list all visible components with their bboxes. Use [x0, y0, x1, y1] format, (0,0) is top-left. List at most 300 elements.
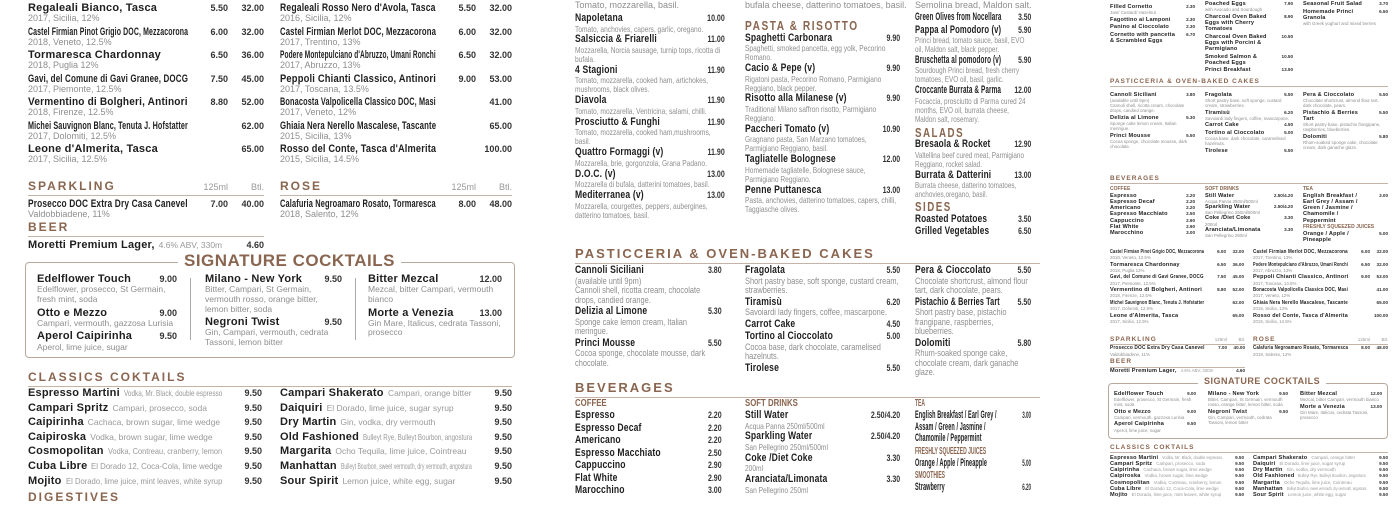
- item-name: Bitter Mezcal: [368, 273, 439, 285]
- red-wine-list: [280, 2, 512, 167]
- item-price-price: 13.00: [707, 168, 725, 179]
- item-inline-description: Vodka, brown sugar, lime wedge: [1144, 473, 1208, 479]
- menu-item: [575, 65, 725, 94]
- menu-item-row: [280, 120, 512, 132]
- item-name: Sour Spirit: [280, 474, 339, 487]
- item-description: Bitter, Campari, St Germain, vermouth rosso, orange bitter, lemon bitter, soda: [205, 284, 318, 314]
- item-price-price: 9.50: [159, 331, 177, 342]
- menu-item: [1205, 54, 1293, 66]
- white-wine-list: [28, 2, 264, 167]
- item-name: Roasted Potatoes: [915, 212, 988, 225]
- menu-item: [28, 96, 264, 118]
- item-name: Margarita: [280, 445, 332, 458]
- rose-title: ROSE: [280, 179, 323, 193]
- breakfast-col-3: [1303, 1, 1388, 27]
- item-price-glass: 6.00: [1217, 249, 1226, 254]
- item-price-price: 11.90: [707, 116, 725, 127]
- menu-item: [915, 25, 1031, 54]
- item-name: Caipirinha: [1110, 467, 1140, 474]
- item-description: Princi bread, tomato sauce, basil, EVO oil, Maldon salt, black pepper.: [915, 35, 1025, 55]
- item-price-glass: 6.50: [1217, 261, 1226, 267]
- menu-item-row: [915, 297, 1031, 309]
- item-sub: 2017, Dolomiti, 12.5%: [28, 130, 117, 141]
- menu-item-row: [1303, 231, 1388, 243]
- item-price-price: 9.50: [494, 388, 512, 398]
- menu-item-row: [1110, 492, 1244, 498]
- classics-right-list: [280, 387, 512, 489]
- item-price-price: 3.50: [1018, 213, 1032, 224]
- item-sub: Valdobbiadene, 11%: [28, 208, 110, 219]
- item-name: Ghiaia Nera Nerello Mascalese, Tascante: [280, 119, 437, 132]
- classics-heading: CLASSICS COKTAILS: [28, 371, 512, 387]
- menu-item-row: [745, 63, 900, 75]
- menu-item: [915, 55, 1031, 84]
- item-price-price: 12.00: [479, 274, 502, 284]
- menu-item: [915, 139, 1031, 168]
- item-inline-description: Vodka, Mr. Black, double espresso: [123, 388, 223, 398]
- item-description: Burrata cheese, datterino tomatoes, anchovies,oregano, basil.: [915, 180, 1017, 200]
- menu-item: [745, 124, 900, 153]
- menu-item-row: [1110, 24, 1195, 30]
- menu-item: [280, 460, 512, 472]
- item-price-btl: 52.00: [241, 97, 264, 108]
- item-price-price: 9.50: [1235, 461, 1244, 467]
- item-name: Calafuria Negroamaro Rosato, Tormaresca: [280, 197, 436, 210]
- item-price-price: 5.50: [1379, 92, 1388, 97]
- item-name: Aranciata/Limonata: [1205, 226, 1261, 233]
- menu-item: [1303, 92, 1388, 108]
- item-description: Bitter, Campari, St Germain, vermouth rosso, orange bitter, lemon bitter, soda: [1208, 397, 1283, 408]
- menu-item: [1303, 1, 1388, 7]
- sparkling-heading: [28, 180, 264, 196]
- menu-item: [1110, 230, 1195, 236]
- item-name: Dolomiti: [915, 336, 951, 349]
- menu-item: [1253, 345, 1388, 356]
- item-price-price: 2.30: [1186, 24, 1195, 30]
- item-price-price: 3.80: [707, 265, 722, 275]
- item-price-price: 13.00: [1014, 169, 1032, 180]
- item-description: Gin, Campari, vermouth, cedrata Tassoni, lemon bitter: [1208, 414, 1272, 425]
- menu-item: [745, 474, 900, 494]
- item-inline-description: El Dorado, lime juice, mint leaves, white syrup: [65, 475, 222, 486]
- item-inline-description: Vodka, brown sugar, lime wedge: [90, 431, 213, 442]
- menu-item-row: [280, 26, 512, 38]
- item-price-btl: 62.00: [241, 120, 264, 131]
- menu-item: [1110, 17, 1195, 23]
- item-price-price: 3.00: [707, 485, 722, 496]
- item-price-glass: 5.50: [458, 3, 476, 13]
- item-sub: 2018, Salento, 12%: [1253, 351, 1292, 357]
- mini-soft: [1205, 186, 1293, 238]
- item-name: Bonacosta Valpolicella Classico DOC, Masi: [1253, 287, 1348, 294]
- menu-item-row: [1303, 193, 1388, 224]
- menu-item: [745, 63, 900, 92]
- menu-item: [1114, 421, 1196, 432]
- item-price-price: 7.90: [1284, 1, 1293, 6]
- item-description: San Pellegrino 250ml: [745, 484, 809, 495]
- pizza-list: [575, 13, 725, 219]
- rose-section: [280, 180, 512, 221]
- mini-pasticceria-col-3: [1303, 92, 1388, 151]
- item-price-price: 6.50: [1379, 8, 1388, 14]
- item-price-price: 9.50: [244, 446, 262, 457]
- menu-item: [1110, 249, 1244, 260]
- item-name: Tiramisù: [1205, 109, 1230, 116]
- menu-item-row: [915, 12, 1031, 24]
- menu-item-row: [28, 416, 262, 428]
- item-inline-description: El Dorado, lime juice, sugar syrup: [1279, 461, 1346, 467]
- item-name: Aranciata/Limonata: [745, 473, 828, 486]
- item-description: Gragnano pasta, San Marzano tomatoes, Parmigiano Reggiano, basil.: [745, 134, 867, 154]
- item-name: Negroni Twist: [1208, 408, 1248, 415]
- menu-item-row: [280, 73, 512, 85]
- item-price-price: 12.00: [1014, 85, 1032, 96]
- menu-item-row: [28, 402, 262, 414]
- item-price-glass: 6.50: [210, 50, 228, 61]
- item-description: Chocolate shortcrust, almond flour tart, dark chocolate, pears.: [915, 275, 1028, 297]
- glass-label: 125ml: [451, 182, 476, 192]
- item-price-price: 5.50: [1186, 132, 1195, 138]
- item-sub: 2016, Sicilia, 12%: [280, 13, 352, 24]
- item-price-price: 11.00: [707, 34, 725, 45]
- item-price-price: 13.00: [1370, 403, 1382, 409]
- menu-item: [1110, 92, 1195, 113]
- item-name: Carrot Cake: [745, 317, 796, 330]
- item-inline-description: Bulleyt Bourbon, sweet vermouth, dry vermouth, angostura: [1286, 485, 1367, 491]
- item-name: Cuba Libre: [28, 459, 88, 472]
- item-name: Cosmopolitan: [28, 445, 104, 458]
- item-price-price: 9.50: [1235, 473, 1244, 479]
- item-name: Castel Firmian Pinot Grigio DOC, Mezzacorona: [1110, 249, 1205, 255]
- item-price-price: 2.20: [707, 435, 722, 446]
- item-name: Regaleali Bianco, Tasca: [28, 2, 158, 14]
- beer-list: [28, 239, 264, 251]
- menu-item: [1300, 391, 1382, 402]
- item-price-price: 2.50/4.20: [1273, 204, 1293, 210]
- menu-item: [1253, 313, 1388, 324]
- mini-juices-heading: FRESHLY SQUEEZED JUICES: [1303, 223, 1375, 230]
- item-name: D.O.C. (v): [575, 167, 616, 180]
- item-name: Tortino al Cioccolato: [1205, 130, 1265, 137]
- bottle-label: Btl.: [498, 182, 512, 192]
- mini-coffee: [1110, 186, 1195, 236]
- menu-item: [280, 73, 512, 95]
- item-price-glass: 7.50: [1217, 274, 1226, 280]
- item-sub: 2017, Veneto, 12%: [1253, 293, 1291, 299]
- item-price-price: 5.90: [1018, 24, 1032, 35]
- menu-item: [1205, 215, 1293, 226]
- item-price-btl: 32.00: [1376, 249, 1388, 254]
- item-price-price: 13.00: [707, 190, 725, 201]
- item-name: Still Water: [1205, 193, 1235, 199]
- item-price-btl: 32.00: [489, 3, 512, 13]
- starters-top-desc: Semolina bread, Maldon salt.: [915, 0, 1032, 10]
- item-name: Daiquiri: [1253, 461, 1276, 468]
- item-price-price: 9.50: [1379, 467, 1388, 473]
- item-price-price: 12.90: [1014, 139, 1032, 150]
- item-price-price: 13.50: [1281, 67, 1293, 73]
- item-price-price: 4.50: [886, 318, 901, 329]
- item-price-price: 3.00: [1022, 410, 1031, 420]
- item-name: Espresso Macchiato: [1110, 211, 1168, 218]
- menu-item-row: [1110, 32, 1195, 44]
- item-note: (available until 9pm): [1110, 98, 1150, 104]
- pasticceria-col-2: [745, 265, 900, 375]
- item-price-price: 9.50: [494, 446, 512, 457]
- menu-item-row: [28, 460, 262, 472]
- menu-item-row: [28, 239, 264, 251]
- item-inline-description: Cachaca, brown sugar, lime wedge: [87, 417, 221, 428]
- menu-item: [915, 214, 1031, 226]
- item-name: Rosso del Conte, Tasca d'Almerita: [280, 143, 437, 156]
- item-name: Green Olives from Nocellara: [915, 11, 1002, 23]
- item-name: Negroni Twist: [205, 316, 280, 329]
- item-price-price: 3.30: [886, 474, 901, 485]
- mini-soft-heading: SOFT DRINKS: [1205, 186, 1239, 192]
- item-price-price: 9.50: [1379, 473, 1388, 479]
- menu-item: [1205, 34, 1293, 52]
- item-price-price: 3.70: [1379, 1, 1388, 6]
- menu-item: [1110, 4, 1195, 15]
- item-name: Cannoli Siciliani: [1110, 92, 1157, 98]
- item-name: Orange / Apple / Pineapple: [1303, 230, 1349, 243]
- item-price-price: 9.50: [1235, 491, 1244, 497]
- item-price-glass: 7.00: [1218, 345, 1227, 351]
- item-price-glass: 8.00: [1361, 345, 1370, 351]
- item-name: Caipiroska: [28, 430, 87, 443]
- item-price-price: 5.50: [1284, 147, 1293, 153]
- item-price-price: 2.20: [707, 410, 722, 420]
- pasta-heading: PASTA & RISOTTO: [745, 18, 859, 33]
- menu-item: [1253, 262, 1388, 273]
- menu-item: [205, 316, 342, 348]
- item-name: Leone d'Almerita, Tasca: [28, 143, 158, 156]
- item-name: Penne Puttanesca: [745, 183, 822, 196]
- beverages-heading: BEVERAGES: [575, 381, 1040, 398]
- menu-item: [1110, 133, 1195, 149]
- item-price-price: 9.50: [324, 317, 342, 328]
- item-name: Smoked Salmon & Poached Eggs: [1205, 53, 1258, 66]
- menu-item: [37, 307, 177, 329]
- menu-item-row: [575, 423, 722, 435]
- menu-item-row: [28, 431, 262, 443]
- item-price-btl: 32.00: [241, 26, 264, 37]
- item-name: Pera & Cioccolato: [915, 264, 992, 276]
- item-description: Gin Mare, Italicus, cedrata Tassoni, prosecco: [1300, 409, 1369, 420]
- item-description: Short pastry base, pistachio frangipane, raspberries, blueberries.: [1303, 122, 1381, 133]
- item-price-price: 9.50: [244, 402, 262, 413]
- mini-beer-list: [1110, 368, 1245, 374]
- menu-item-row: [280, 2, 512, 14]
- salads-heading: SALADS: [915, 124, 965, 140]
- item-price-price: 5.00: [1022, 457, 1031, 468]
- item-name: Napoletana: [575, 12, 623, 24]
- item-description: Cannoli shell, ricotta cream, chocolate drops, candied orange.: [1110, 103, 1185, 114]
- mini-rose-title: ROSE: [1253, 336, 1276, 343]
- menu-item: [575, 473, 722, 485]
- item-price-price: 10.50: [1281, 33, 1293, 39]
- item-name: Bitter Mezcal: [1300, 391, 1338, 397]
- item-name: Filled Cornetto: [1110, 4, 1153, 10]
- item-sub: 2015, Sicilia, 14.5%: [1253, 318, 1292, 324]
- item-price-price: 4.50: [1284, 122, 1293, 128]
- item-price-price: 2.50/4.20: [870, 410, 901, 420]
- item-description: Gin, Campari, vermouth, cedrata Tassoni, lemon bitter: [205, 327, 329, 348]
- glass-label: 125ml: [1357, 337, 1370, 342]
- item-price-price: 9.50: [1235, 485, 1244, 491]
- item-name: Pappa al Pomodoro (v): [915, 23, 1002, 36]
- item-name: Edelflower Touch: [37, 273, 132, 285]
- item-name: Fragolata: [745, 264, 786, 276]
- item-price-price: 5.50: [1017, 265, 1032, 275]
- menu-item: [575, 460, 722, 472]
- item-description: Acqua Panna 250ml/500ml: [745, 420, 825, 431]
- menu-item-row: [575, 410, 722, 422]
- item-sub: 2017, Piemonte, 12.5%: [28, 83, 122, 94]
- menu-item-row: [280, 143, 512, 155]
- mini-tea: [1303, 186, 1388, 243]
- item-price-price: 9.50: [1235, 479, 1244, 485]
- item-inline-description: Campari, prosecco, soda: [112, 402, 207, 413]
- item-price-price: 5.80: [1017, 337, 1032, 348]
- mini-coffee-heading: COFFEE: [1110, 186, 1131, 192]
- item-description: Tomato, mozzarella, cooked ham,mushrooms, basil.: [575, 127, 711, 147]
- item-price-price: 3.30: [886, 452, 901, 463]
- item-description: Sponge cake lemon cream, Italian meringue.: [1110, 120, 1177, 132]
- smoothies-list: [915, 482, 1031, 494]
- item-price-glass: 8.80: [1217, 287, 1226, 293]
- item-sub: 2017, Toscana, 13.5%: [280, 83, 369, 94]
- item-price-price: 6.20: [1284, 109, 1293, 115]
- item-price-price: 13.00: [882, 184, 901, 195]
- item-name: Paccheri Tomato (v): [745, 122, 830, 135]
- coffee-list: [575, 410, 722, 497]
- menu-item-row: [745, 319, 900, 331]
- menu-item: [28, 445, 262, 457]
- item-price-glass: 9.00: [458, 73, 476, 84]
- menu-item: [28, 73, 264, 95]
- menu-item: [575, 306, 722, 337]
- item-price-price: 5.30: [707, 306, 722, 317]
- item-price-price: 5.50: [886, 362, 901, 373]
- menu-item: [1205, 92, 1293, 108]
- item-name: Mojito: [1110, 491, 1128, 498]
- item-name: Cuba Libre: [1110, 485, 1142, 492]
- menu-item-row: [1253, 492, 1388, 498]
- item-name: Panino al Cioccolato: [1110, 24, 1170, 31]
- item-description: Cocoa base, dark chocolate, caramelised hazelnuts.: [745, 341, 881, 363]
- menu-item-row: [1110, 17, 1195, 23]
- menu-item: [28, 239, 264, 251]
- menu-item-row: [280, 198, 512, 210]
- item-price-btl: 48.00: [489, 198, 512, 209]
- menu-item: [1205, 122, 1293, 128]
- item-name: Princi Mousse: [1110, 132, 1151, 139]
- item-price-price: 9.50: [1379, 491, 1388, 497]
- item-name: Prosciutto & Funghi: [575, 115, 660, 128]
- item-sub: 2018, Puglia 12%: [1110, 267, 1145, 273]
- item-name: Marocchino: [1110, 229, 1144, 236]
- menu-item: [280, 431, 512, 443]
- item-name: Rosso del Conte, Tasca d'Almerita: [1253, 312, 1348, 319]
- item-price-price: 9.50: [494, 402, 512, 413]
- menu-item: [1303, 9, 1388, 26]
- item-name: Vermentino di Bolgheri, Antinori: [1110, 287, 1202, 294]
- item-price-btl: 40.00: [1233, 345, 1245, 351]
- item-price-price: 9.90: [886, 63, 901, 74]
- item-price-price: 10.50: [1281, 53, 1293, 59]
- item-price-price: 12.00: [882, 154, 901, 165]
- pizza-column: [575, 13, 725, 220]
- menu-item: [1205, 110, 1293, 121]
- item-name: Bonacosta Valpolicella Classico DOC, Masi: [280, 96, 436, 109]
- menu-item: [1253, 274, 1388, 285]
- menu-item-row: [745, 410, 900, 422]
- item-price-price: 3.80: [1186, 92, 1195, 97]
- menu-item: [280, 416, 512, 428]
- breakfast-col-2: [1205, 1, 1293, 75]
- item-name: Campari Spritz: [1110, 461, 1153, 468]
- menu-item-row: [575, 460, 722, 472]
- menu-item-row: [28, 198, 264, 210]
- item-inline-description: El Dorado 12, Coca-Cola, lime wedge: [91, 460, 223, 471]
- item-description: Aperol, lime juice, sugar: [37, 341, 128, 352]
- item-name: Americano: [1110, 205, 1141, 212]
- menu-item: [745, 93, 900, 122]
- item-price-glass: 9.00: [1361, 274, 1370, 280]
- menu-item-row: [37, 330, 177, 342]
- item-name: Moretti Premium Lager,: [1110, 367, 1177, 374]
- item-sub: 2017, Sicilia, 12.5%: [28, 154, 108, 165]
- menu-item: [280, 120, 512, 142]
- item-description: Rhum-soaked sponge cake, chocolate cream, dark ganache glaze.: [915, 348, 1019, 379]
- item-name: Marocchino: [575, 484, 625, 497]
- item-name: Quattro Formaggi (v): [575, 146, 664, 159]
- item-description: Valtellina beef cured meat, Parmigiano Reggiano, rocket salad.: [915, 149, 1025, 169]
- menu-item-row: [915, 226, 1031, 238]
- item-price-price: 9.50: [1379, 455, 1388, 460]
- item-price-price: 9.50: [1379, 485, 1388, 491]
- item-name: Prosecco DOC Extra Dry Casa Canevel: [1110, 345, 1205, 352]
- item-name: Poached Eggs: [1205, 1, 1246, 7]
- item-description: Campari, vermouth, gazzosa Lurisia: [37, 317, 174, 328]
- item-name: Charcoal Oven Baked Eggs with Porcini & Parmigiano: [1205, 33, 1267, 52]
- item-price-price: 5.90: [1018, 54, 1032, 65]
- pasticceria-heading: PASTICCERIA & OVEN-BAKED CAKES: [575, 247, 1040, 264]
- rose-heading: [280, 180, 512, 196]
- item-description: Rigatoni pasta, Pecorino Romano, Parmigiano Reggiano, black pepper.: [745, 73, 882, 93]
- item-price-btl: 65.00: [489, 120, 512, 131]
- item-sub: 2017, Trentino, 13%: [280, 36, 361, 47]
- item-price-price: 6.20: [886, 296, 901, 307]
- item-description: Mezcal, bitter Campari, vermouth bianco: [368, 284, 494, 304]
- item-name: Croccante Burrata & Parma: [915, 84, 1002, 97]
- item-name: Delizia al Limone: [575, 305, 648, 318]
- item-price-price: 2.90: [707, 460, 722, 471]
- item-price-price: 9.50: [244, 460, 262, 471]
- item-name: Dolomiti: [1303, 133, 1327, 140]
- item-inline-description: 4.6% ABV, 330m: [158, 240, 223, 251]
- item-price-price: 4.60: [1236, 367, 1245, 373]
- item-name: Dry Martin: [280, 416, 337, 429]
- item-price-price: 4.60: [246, 240, 264, 251]
- item-name: Campari Shakerato: [280, 387, 384, 399]
- item-name: Coke /Diet Coke: [1205, 215, 1251, 222]
- menu-item-row: [575, 435, 722, 447]
- item-name: Risotto alla Milanese (v): [745, 92, 847, 105]
- item-price-glass: 8.80: [210, 97, 228, 108]
- menu-item: [1205, 204, 1293, 215]
